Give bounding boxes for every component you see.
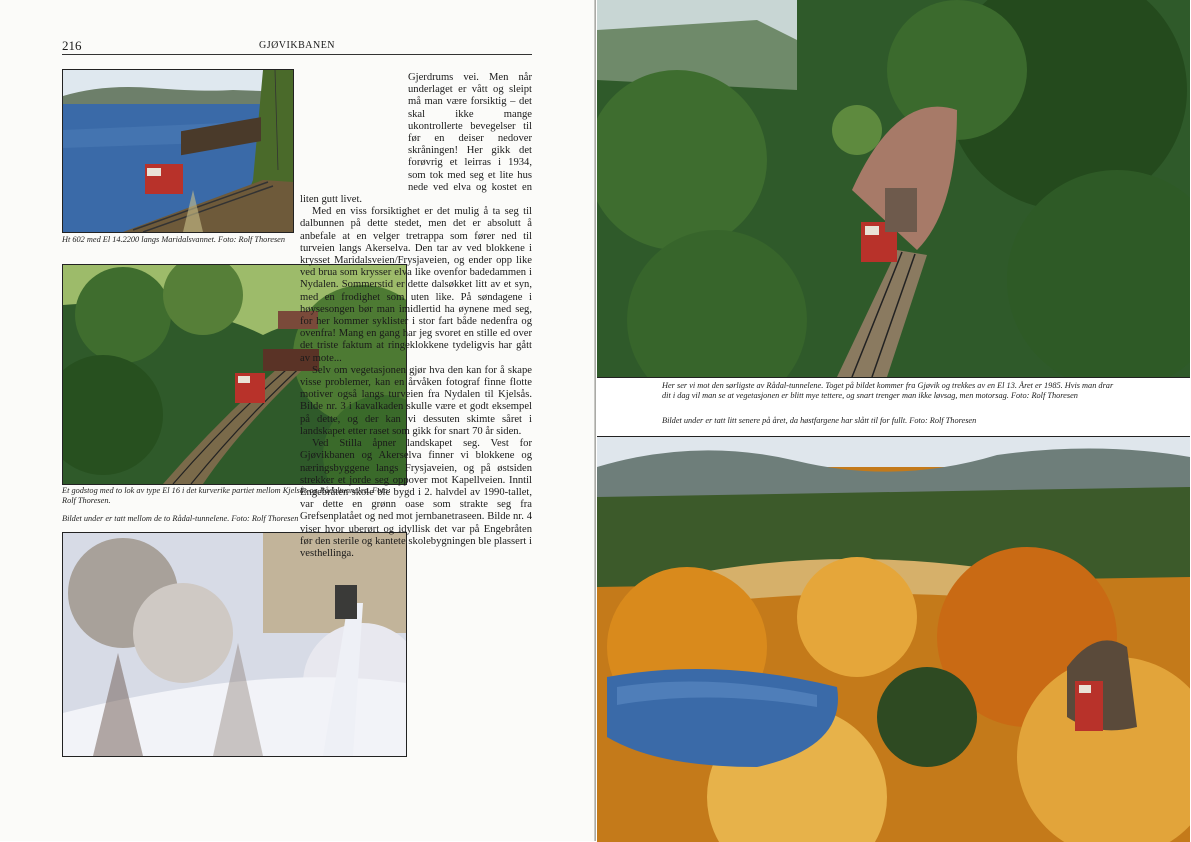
- page-number: 216: [62, 38, 82, 53]
- photo-winter-train: [62, 532, 407, 757]
- running-head: GJØVIKBANEN: [258, 40, 336, 51]
- page-header: [62, 38, 532, 55]
- left-page: [0, 0, 596, 841]
- article-body: [300, 72, 532, 560]
- paragraph-3: Selv om vegetasjonen gjør hva den kan for å skape visse problemer, kan en årvåken fotograf finne flotte motiver også langs turveien fra Nydalen til Kjelsås. Bilde nr. 3 i kavalkaden skulle være et godt eksempel på dette, og der kan vi dessuten skimte såret i landskapet etter raset som gikk for snart 70 år siden.: [300, 364, 532, 437]
- paragraph-2: Med en viss forsiktighet er det mulig å ta seg til dalbunnen på dette stedet, men det er absolutt å anbefale at en velger tretrappa som fører ned til turveien langs Akerselva. Den tar av ved blokkene i krysset Maridalsveien/Frysjaveien, og ender opp like ved brua som krysser elva like ovenfor badedammen i Nydalen. Sommerstid er dette dalsøkket litt av et syn, med en frodighet som uten like. På søndagene i høysesongen bør man imidlertid ha øynene med seg, for her kommer syklister i stor fart både nedenfra og ovenfra! Mang en gang har jeg svoret en stille ed over det triste faktum at ringeklokkene tydeligvis har gått av mote...: [300, 206, 532, 364]
- paragraph-1: Gjerdrums vei. Men når underlaget er vått og sleipt må man være forsiktig – det skal ikke mange ukontrollerte bevegelser til før en deiser nedover skråningen! Her gikk det forøvrig et leirras i 1934, som tok med seg et lite hus nede ved elva og kostet en liten gutt livet.: [300, 72, 532, 206]
- photo-lake-train: [62, 69, 294, 233]
- photo3-note: Bildet under er tatt mellom de to Rådal-tunnelene. Foto: Rolf Thoresen: [62, 514, 299, 523]
- photo1-caption: Ht 602 med El 14.2200 langs Maridalsvannet. Foto: Rolf Thoresen: [62, 235, 285, 244]
- right-page: [596, 0, 1191, 841]
- photo-tunnel-forest: [597, 0, 1190, 378]
- photo5-note: Bildet under er tatt litt senere på året, da høstfargene har slått til for fullt. Foto: Rolf Thoresen: [662, 416, 977, 425]
- photo-autumn-lake: [597, 436, 1190, 842]
- photo4-caption: Her ser vi mot den sørligste av Rådal-tunnelene. Toget på bildet kommer fra Gjøvik og trekkes av en El 13. Året er 1985. Hvis man drar dit i dag vil man se at vegetasjonen er blitt mye tettere, og snart trenger man ikke løvsag, men motorsag. Foto: Rolf Thoresen: [662, 381, 1114, 400]
- photo2-caption: Et godstog med to lok av type El 16 i det kurverike partiet mellom Kjelsås og Rådaltunnelen. Foto: Rolf Thoresen.: [62, 486, 391, 505]
- paragraph-4: Ved Stilla åpner landskapet seg. Vest for Gjøvikbanen og Akerselva finner vi blokkene og næringsbyggene langs Frysjaveien, og på østsiden strekker et jorde seg oppover mot Kapellveien. Inntil Engebråten skole ble bygd i 2. halvdel av 1990-tallet, var dette en grønn oase som strakte seg fra Grefsenplatået og ned mot jernbanetraseen. Bilde nr. 4 viser hvor uberørt og idyllisk det var på Engebråten før den sterile og kantete skolebygningen ble plassert i vesthellinga.: [300, 438, 532, 559]
